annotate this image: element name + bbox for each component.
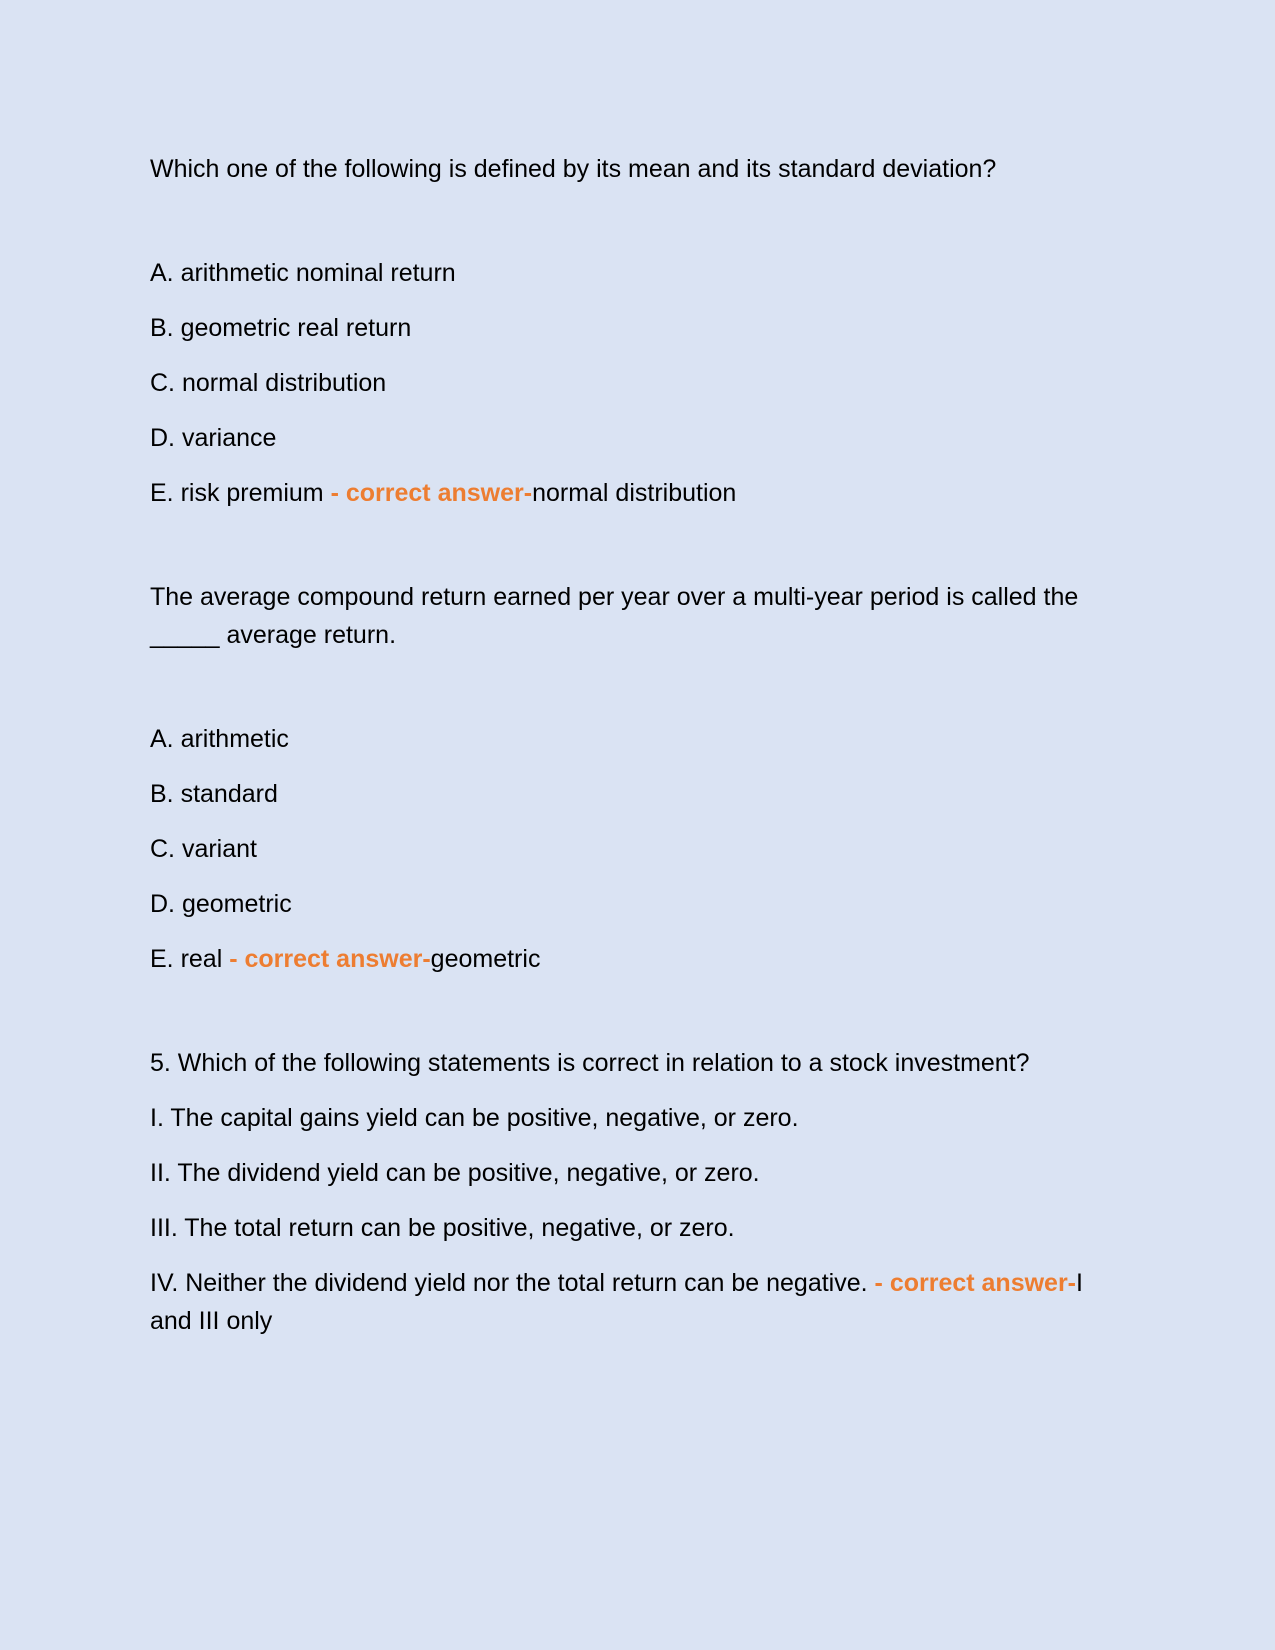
question-1-option-e-line — [150, 474, 1115, 512]
question-3 — [150, 1044, 1115, 1340]
question-1-text: Which one of the following is defined by its mean and its standard deviation? — [150, 155, 997, 183]
question-2 — [150, 578, 1115, 978]
question-2-option-e-line — [150, 940, 1115, 978]
question-3-statement-iv: IV. Neither the dividend yield nor the total return can be negative. — [150, 1269, 875, 1297]
question-3-answer-tag: - correct answer- — [874, 1269, 1077, 1297]
question-3-text: 5. Which of the following statements is correct in relation to a stock investment? — [150, 1049, 1030, 1077]
question-1-answer: normal distribution — [532, 479, 737, 507]
question-1-option-e: E. risk premium — [150, 479, 331, 507]
question-2-option-c: C. variant — [150, 835, 257, 863]
question-2-text: The average compound return earned per year over a multi-year period is called the _____ average return. — [150, 583, 1079, 649]
question-3-statement-i: I. The capital gains yield can be positive, negative, or zero. — [150, 1104, 799, 1132]
question-2-option-d: D. geometric — [150, 890, 292, 918]
question-3-statement-iii: III. The total return can be positive, negative, or zero. — [150, 1214, 735, 1242]
question-1-option-c: C. normal distribution — [150, 369, 387, 397]
question-2-answer-tag: - correct answer- — [229, 945, 431, 973]
question-1 — [150, 150, 1115, 512]
question-1-options — [150, 254, 1115, 512]
question-2-option-a: A. arithmetic — [150, 725, 289, 753]
question-3-statements — [150, 1099, 1115, 1340]
question-1-option-b: B. geometric real return — [150, 314, 412, 342]
question-1-answer-tag: - correct answer- — [330, 479, 533, 507]
question-1-option-d: D. variance — [150, 424, 277, 452]
question-2-options — [150, 720, 1115, 978]
question-2-answer: geometric — [430, 945, 541, 973]
question-3-statement-iv-line — [150, 1264, 1115, 1340]
question-2-option-b: B. standard — [150, 780, 278, 808]
question-3-answer: I and III only — [150, 1269, 1083, 1335]
question-1-option-a: A. arithmetic nominal return — [150, 259, 456, 287]
question-3-statement-ii: II. The dividend yield can be positive, negative, or zero. — [150, 1159, 760, 1187]
question-2-option-e: E. real — [150, 945, 230, 973]
